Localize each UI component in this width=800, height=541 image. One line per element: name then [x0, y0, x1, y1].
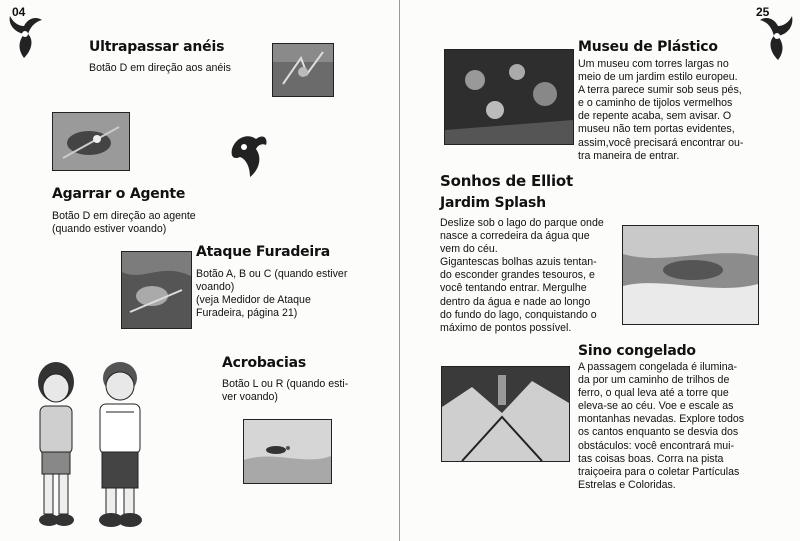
section-title: Jardim Splash [440, 195, 546, 211]
right-page [400, 0, 800, 541]
nights-flying-icon [226, 129, 270, 179]
section-title: Museu de Plástico [578, 39, 718, 55]
screenshot-image [444, 49, 574, 145]
screenshot-image [243, 419, 332, 484]
screenshot-image [441, 366, 570, 462]
section-text: Botão L ou R (quando esti- ver voando) [222, 378, 349, 404]
section-text: Botão D em direção ao agente (quando estiver voando) [52, 210, 196, 236]
screenshot-image [272, 43, 334, 97]
page-number: 25 [756, 5, 770, 19]
section-text: A passagem congelada é ilumina- da por um caminho de trilhos de ferro, o qual leva até a torre que eleva-se ao céu. Voe e escale as montanhas nevadas. Explore todos os cantos enquanto se desvia dos obstáculos: você encontrará mui- tas coisas boas. Corra na pista traiçoeira para o coletar Partículas Estrelas e Coloridas. [578, 361, 745, 491]
nights-jester-icon [758, 14, 798, 62]
section-title: Acrobacias [222, 355, 307, 371]
section-title: Ataque Furadeira [196, 244, 330, 260]
screenshot-image [121, 251, 192, 329]
section-text: Botão D em direção aos anéis [89, 62, 231, 74]
chapter-title: Sonhos de Elliot [440, 172, 574, 190]
screenshot-image [622, 225, 759, 325]
kids-characters-icon [12, 352, 160, 534]
screenshot-image [52, 112, 130, 171]
section-title: Ultrapassar anéis [89, 39, 225, 55]
section-text: Um museu com torres largas no meio de um jardim estilo europeu. A terra parece sumir sob seus pés, e o caminho de tijolos vermelhos de repente acaba, sem avisar. O museu não tem portas evidentes, assim,você precisará encontrar ou- tra maneira de entrar. [578, 58, 744, 162]
section-title: Agarrar o Agente [52, 186, 186, 202]
nights-jester-icon [4, 14, 44, 60]
section-text: Deslize sob o lago do parque onde nasce a corredeira da água que vem do céu. Gigantescas bolhas azuis tentan- do esconder grandes tesouros, e você tentando entrar. Mergulhe dentro da água e nade ao longo do fundo do lago, conquistando o máximo de pontos possível. [440, 217, 604, 334]
page-number: 04 [12, 5, 26, 19]
section-text: Botão A, B ou C (quando estiver voando) (veja Medidor de Ataque Furadeira, página 21) [196, 268, 348, 320]
section-title: Sino congelado [578, 343, 696, 359]
